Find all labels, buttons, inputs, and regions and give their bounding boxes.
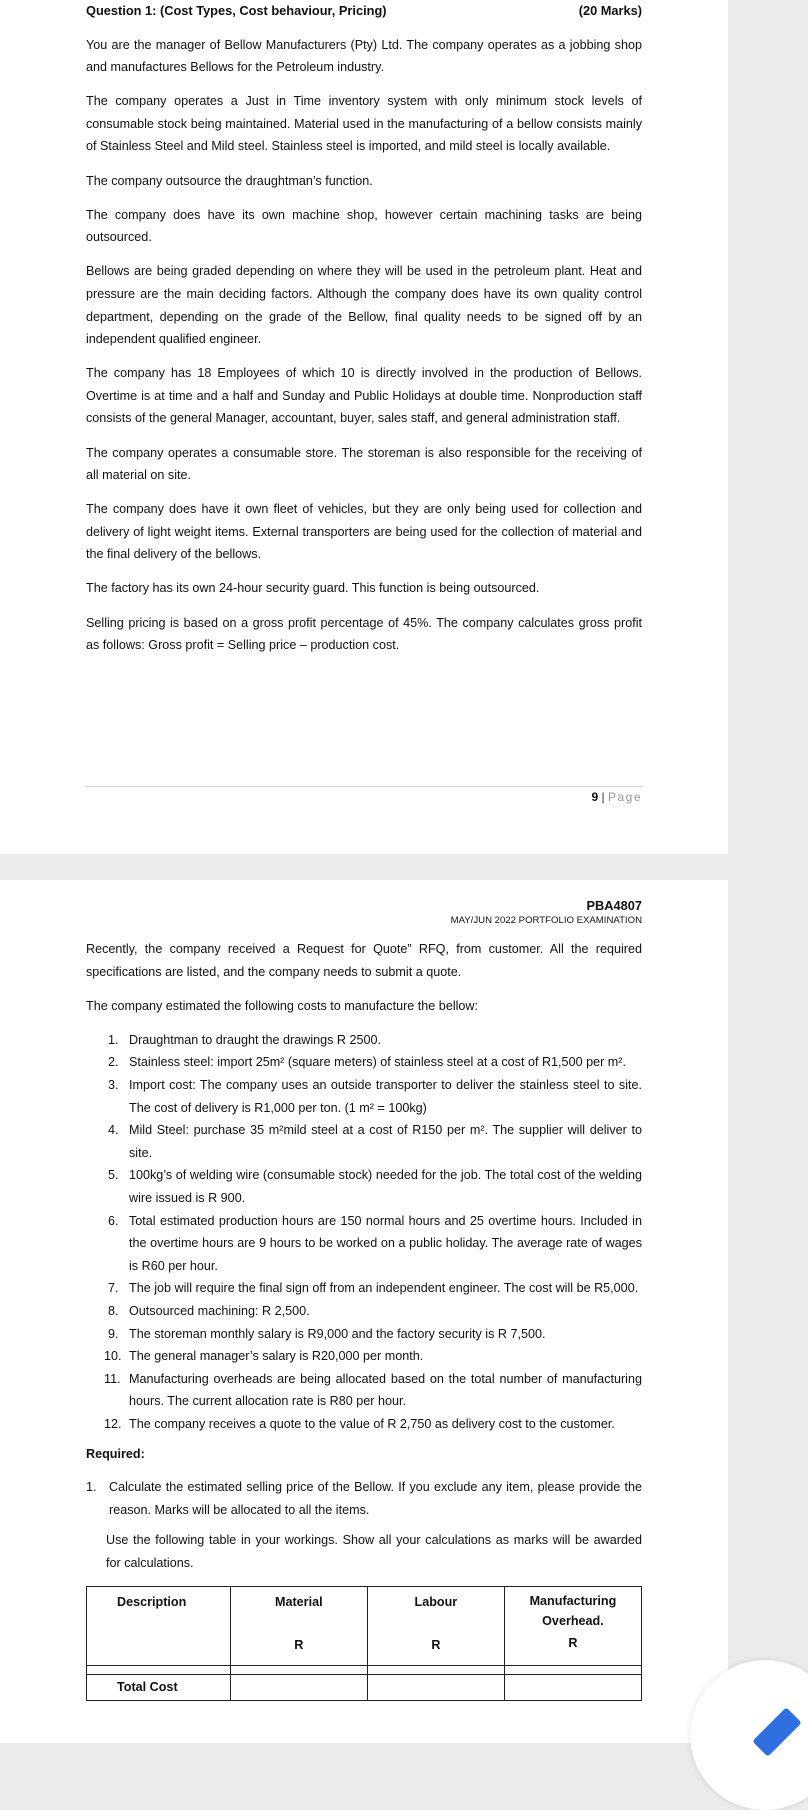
question-title: Question 1: (Cost Types, Cost behaviour, Pricing) [86,3,387,18]
paragraph: The company has 18 Employees of which 10 is directly involved in the production of Bellows. Overtime is at time and a half and Sunday and Public Holidays at double time. Nonproduction staff consists of the general Manager, accountant, buyer, sales staff, and general administration staff. [86,366,642,426]
list-item: 9. The storeman monthly salary is R9,000 and the factory security is R 7,500. [108,1326,546,1341]
table-cell[interactable] [504,1665,641,1674]
page-number: 9 | Page [591,790,642,804]
list-item: 7. The job will require the final sign off from an independent engineer. The cost will be R5,000. [108,1281,639,1296]
table-cell[interactable] [504,1674,641,1700]
paragraph: The company operates a Just in Time inventory system with only minimum stock levels of consumable stock being maintained. Material used in the manufacturing of a bellow consists mainly of Stainless Steel and Mild steel. Stainless steel is imported, and mild steel is locally available. [86,94,642,154]
estimate-intro: The company estimated the following costs to manufacture the bellow: [86,998,479,1013]
paragraph: The company does have it own fleet of vehicles, but they are only being used for collection and delivery of light weight items. External transporters are being used for the collection of material and the final delivery of the bellows. [86,502,642,562]
total-cost-label: Total Cost [87,1674,231,1700]
table-header-row [87,1586,642,1665]
list-item: 12. The company receives a quote to the value of R 2,750 as delivery cost to the customer. [104,1416,615,1431]
list-item: 2. Stainless steel: import 25m² (square meters) of stainless steel at a cost of R1,500 per m². [108,1055,626,1070]
question-marks: (20 Marks) [578,3,642,18]
list-item: 5. 100kg’s of welding wire (consumable stock) needed for the job. The total cost of the welding wire issued is R 900. [108,1168,642,1205]
table-cell[interactable] [367,1674,504,1700]
question-header [86,0,642,23]
list-item: 4. Mild Steel: purchase 35 m²mild steel at a cost of R150 per m². The supplier will deliver to site. [108,1123,642,1160]
header-description: Description [87,1586,231,1665]
list-item: 6. Total estimated production hours are 150 normal hours and 25 overtime hours. Included in the overtime hours are 9 hours to be worked on a public holiday. The average rate of wages is R60 per hour. [108,1213,642,1273]
header-labour: Labour R [367,1586,504,1665]
required-list [86,1476,642,1521]
footer-divider [86,786,642,787]
document-page-9 [0,0,728,854]
list-item: 3. Import cost: The company uses an outside transporter to deliver the stainless steel to site. The cost of delivery is R1,000 per ton. (1 m² = 100kg) [108,1077,642,1115]
list-item: 8. Outsourced machining: R 2,500. [108,1303,310,1318]
list-item: 1. Calculate the estimated selling price of the Bellow. If you exclude any item, please provide the reason. Marks will be allocated to all the items. [86,1480,642,1517]
table-row [87,1665,642,1674]
intro-paragraph: Recently, the company received a Request for Quote” RFQ, from customer. All the required specifications are listed, and the company needs to submit a quote. [86,942,642,979]
table-cell[interactable] [230,1674,367,1700]
paragraph: The company outsource the draughtman’s function. [86,173,373,188]
paragraph: Bellows are being graded depending on where they will be used in the petroleum plant. Heat and pressure are the main deciding factors. Although the company does have its own quality control department, depending on the grade of the Bellow, final quality needs to be signed off by an independent qualified engineer. [86,264,642,347]
table-cell[interactable] [87,1665,231,1674]
document-header [451,898,642,928]
paragraph: The company does have its own machine shop, however certain machining tasks are being outsourced. [86,207,642,245]
header-material: Material R [230,1586,367,1665]
list-item: 1. Draughtman to draught the drawings R 2500. [108,1032,382,1047]
table-total-row [87,1674,642,1700]
list-item: 11. Manufacturing overheads are being allocated based on the total number of manufacturing hours. The current allocation rate is R80 per hour. [104,1371,642,1409]
header-manufacturing-overhead: Manufacturing Overhead. R [504,1586,641,1665]
paragraph: Selling pricing is based on a gross profit percentage of 45%. The company calculates gross profit as follows: Gross profit = Selling price – production cost. [86,615,642,653]
document-page-10 [0,880,728,1743]
table-cell[interactable] [230,1665,367,1674]
paragraph: The factory has its own 24-hour security guard. This function is being outsourced. [86,581,540,596]
pen-icon [752,1707,801,1756]
cost-items-list [86,1029,642,1436]
exam-label: MAY/JUN 2022 PORTFOLIO EXAMINATION [450,915,642,926]
table-instruction: Use the following table in your workings. Show all your calculations as marks will be awarded for calculations. [106,1533,642,1570]
required-heading: Required: [86,1447,145,1462]
workings-table [86,1586,642,1701]
table-cell[interactable] [367,1665,504,1674]
module-code: PBA4807 [586,898,642,913]
paragraph: The company operates a consumable store. The storeman is also responsible for the receiving of all material on site. [86,445,642,483]
list-item: 10. The general manager’s salary is R20,000 per month. [104,1349,424,1364]
paragraph: You are the manager of Bellow Manufacturers (Pty) Ltd. The company operates as a jobbing shop and manufactures Bellows for the Petroleum industry. [86,37,642,75]
